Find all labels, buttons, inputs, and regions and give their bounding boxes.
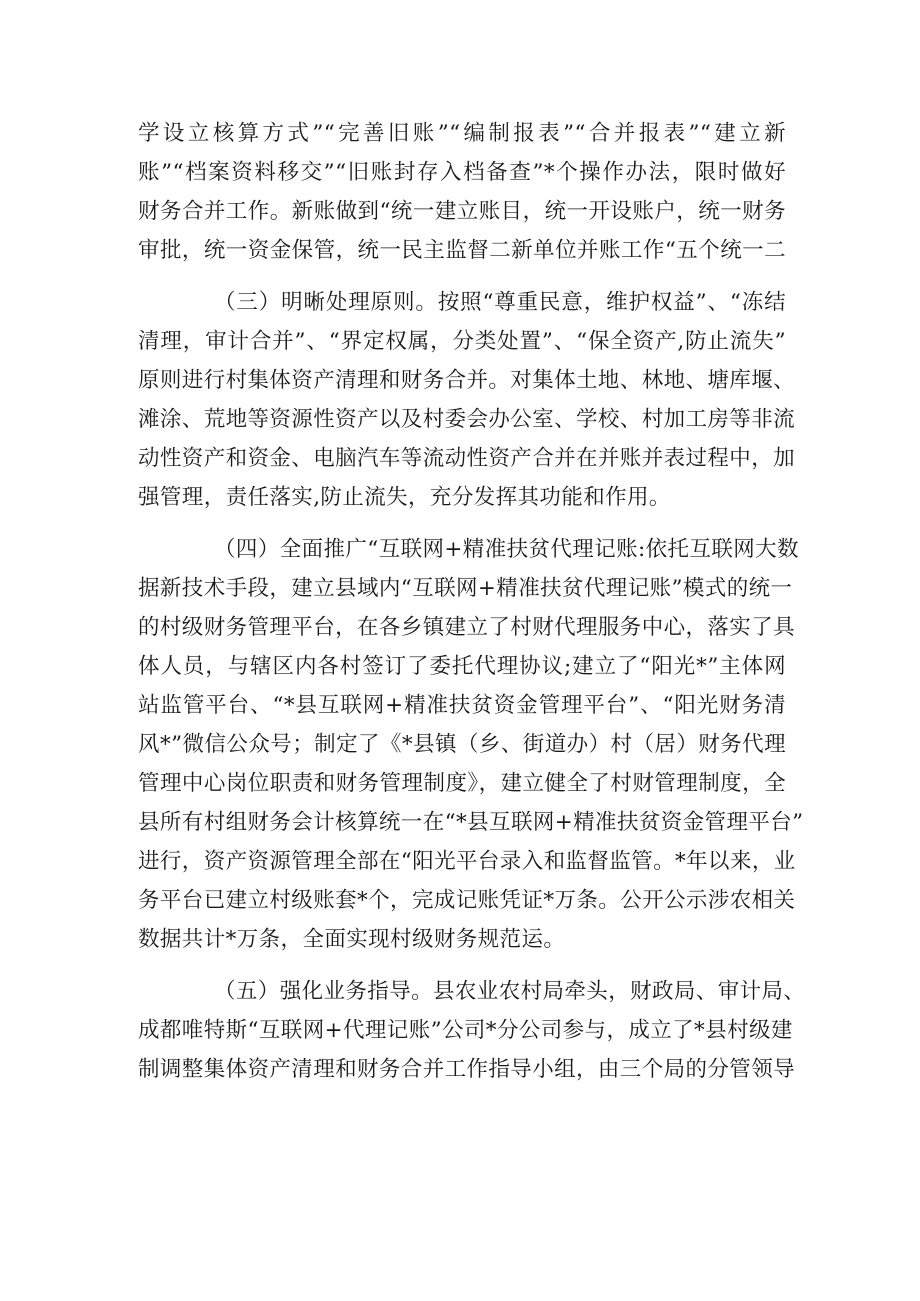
text-line: 风*”微信公众号；制定了《*县镇（乡、街道办）村（居）财务代理 bbox=[138, 732, 786, 757]
paragraph-gap bbox=[138, 517, 786, 530]
text-line: （五）强化业务指导。县农业农村局牵头，财政局、审计局、 bbox=[214, 979, 806, 1004]
text-line: 成都唯特斯“互联网+代理记账”公司*分公司参与，成立了*县村级建 bbox=[138, 1018, 793, 1043]
text-line: 站监管平台、“*县互联网+精准扶贫资金管理平台”、“阳光财务清 bbox=[138, 693, 786, 718]
text-line: 的村级财务管理平台，在各乡镇建立了村财代理服务中心，落实了具 bbox=[138, 615, 796, 640]
document-body bbox=[138, 114, 806, 1089]
text-line: （三）明晰处理原则。按照“尊重民意，维护权益”、“冻结 bbox=[214, 290, 786, 315]
text-line: 据新技术手段，建立县域内“互联网+精准扶贫代理记账”模式的统一 bbox=[138, 576, 793, 601]
text-line: 制调整集体资产清理和财务合并工作指导小组，由三个局的分管领导 bbox=[138, 1057, 796, 1082]
text-line: 进行，资产资源管理全部在“阳光平台录入和监督监管。*年以来，业 bbox=[138, 849, 796, 874]
text-line: 数据共计*万条，全面实现村级财务规范运。 bbox=[138, 927, 566, 952]
paragraph-gap bbox=[138, 270, 786, 283]
paragraph-gap bbox=[138, 959, 786, 972]
text-line: 动性资产和资金、电脑汽车等流动性资产合并在并账并表过程中，加 bbox=[138, 446, 796, 471]
p-section-5 bbox=[138, 972, 806, 1089]
text-line: 学设立核算方式”“完善旧账”“编制报表”“合并报表”“建立新 bbox=[138, 121, 786, 146]
text-line: 体人员，与辖区内各村签订了委托代理协议;建立了“阳光*”主体网 bbox=[138, 654, 786, 679]
text-line: 账”“档案资料移交”“旧账封存入档备查”*个操作办法，限时做好 bbox=[138, 160, 786, 185]
p-continuation bbox=[138, 114, 786, 270]
p-section-4 bbox=[138, 530, 804, 959]
text-line: 清理，审计合并”、“界定权属，分类处置”、“保全资产,防止流失” bbox=[138, 329, 786, 354]
p-section-3 bbox=[138, 283, 796, 517]
text-line: （四）全面推广“互联网+精准扶贫代理记账:依托互联网大数 bbox=[214, 537, 799, 562]
text-line: 务平台已建立村级账套*个，完成记账凭证*万条。公开公示涉农相关 bbox=[138, 888, 796, 913]
text-line: 滩涂、荒地等资源性资产以及村委会办公室、学校、村加工房等非流 bbox=[138, 407, 796, 432]
text-line: 县所有村组财务会计核算统一在“*县互联网+精准扶贫资金管理平台” bbox=[138, 810, 804, 835]
text-line: 财务合并工作。新账做到“统一建立账目，统一开设账户，统一财务 bbox=[138, 199, 786, 224]
text-line: 强管理，责任落实,防止流失，充分发挥其功能和作用。 bbox=[138, 485, 671, 510]
text-line: 原则进行村集体资产清理和财务合并。对集体土地、林地、塘库堰、 bbox=[138, 368, 796, 393]
text-line: 管理中心岗位职责和财务管理制度》，建立健全了村财管理制度，全 bbox=[138, 771, 786, 796]
text-line: 审批，统一资金保管，统一民主监督二新单位并账工作“五个统一二 bbox=[138, 238, 786, 263]
